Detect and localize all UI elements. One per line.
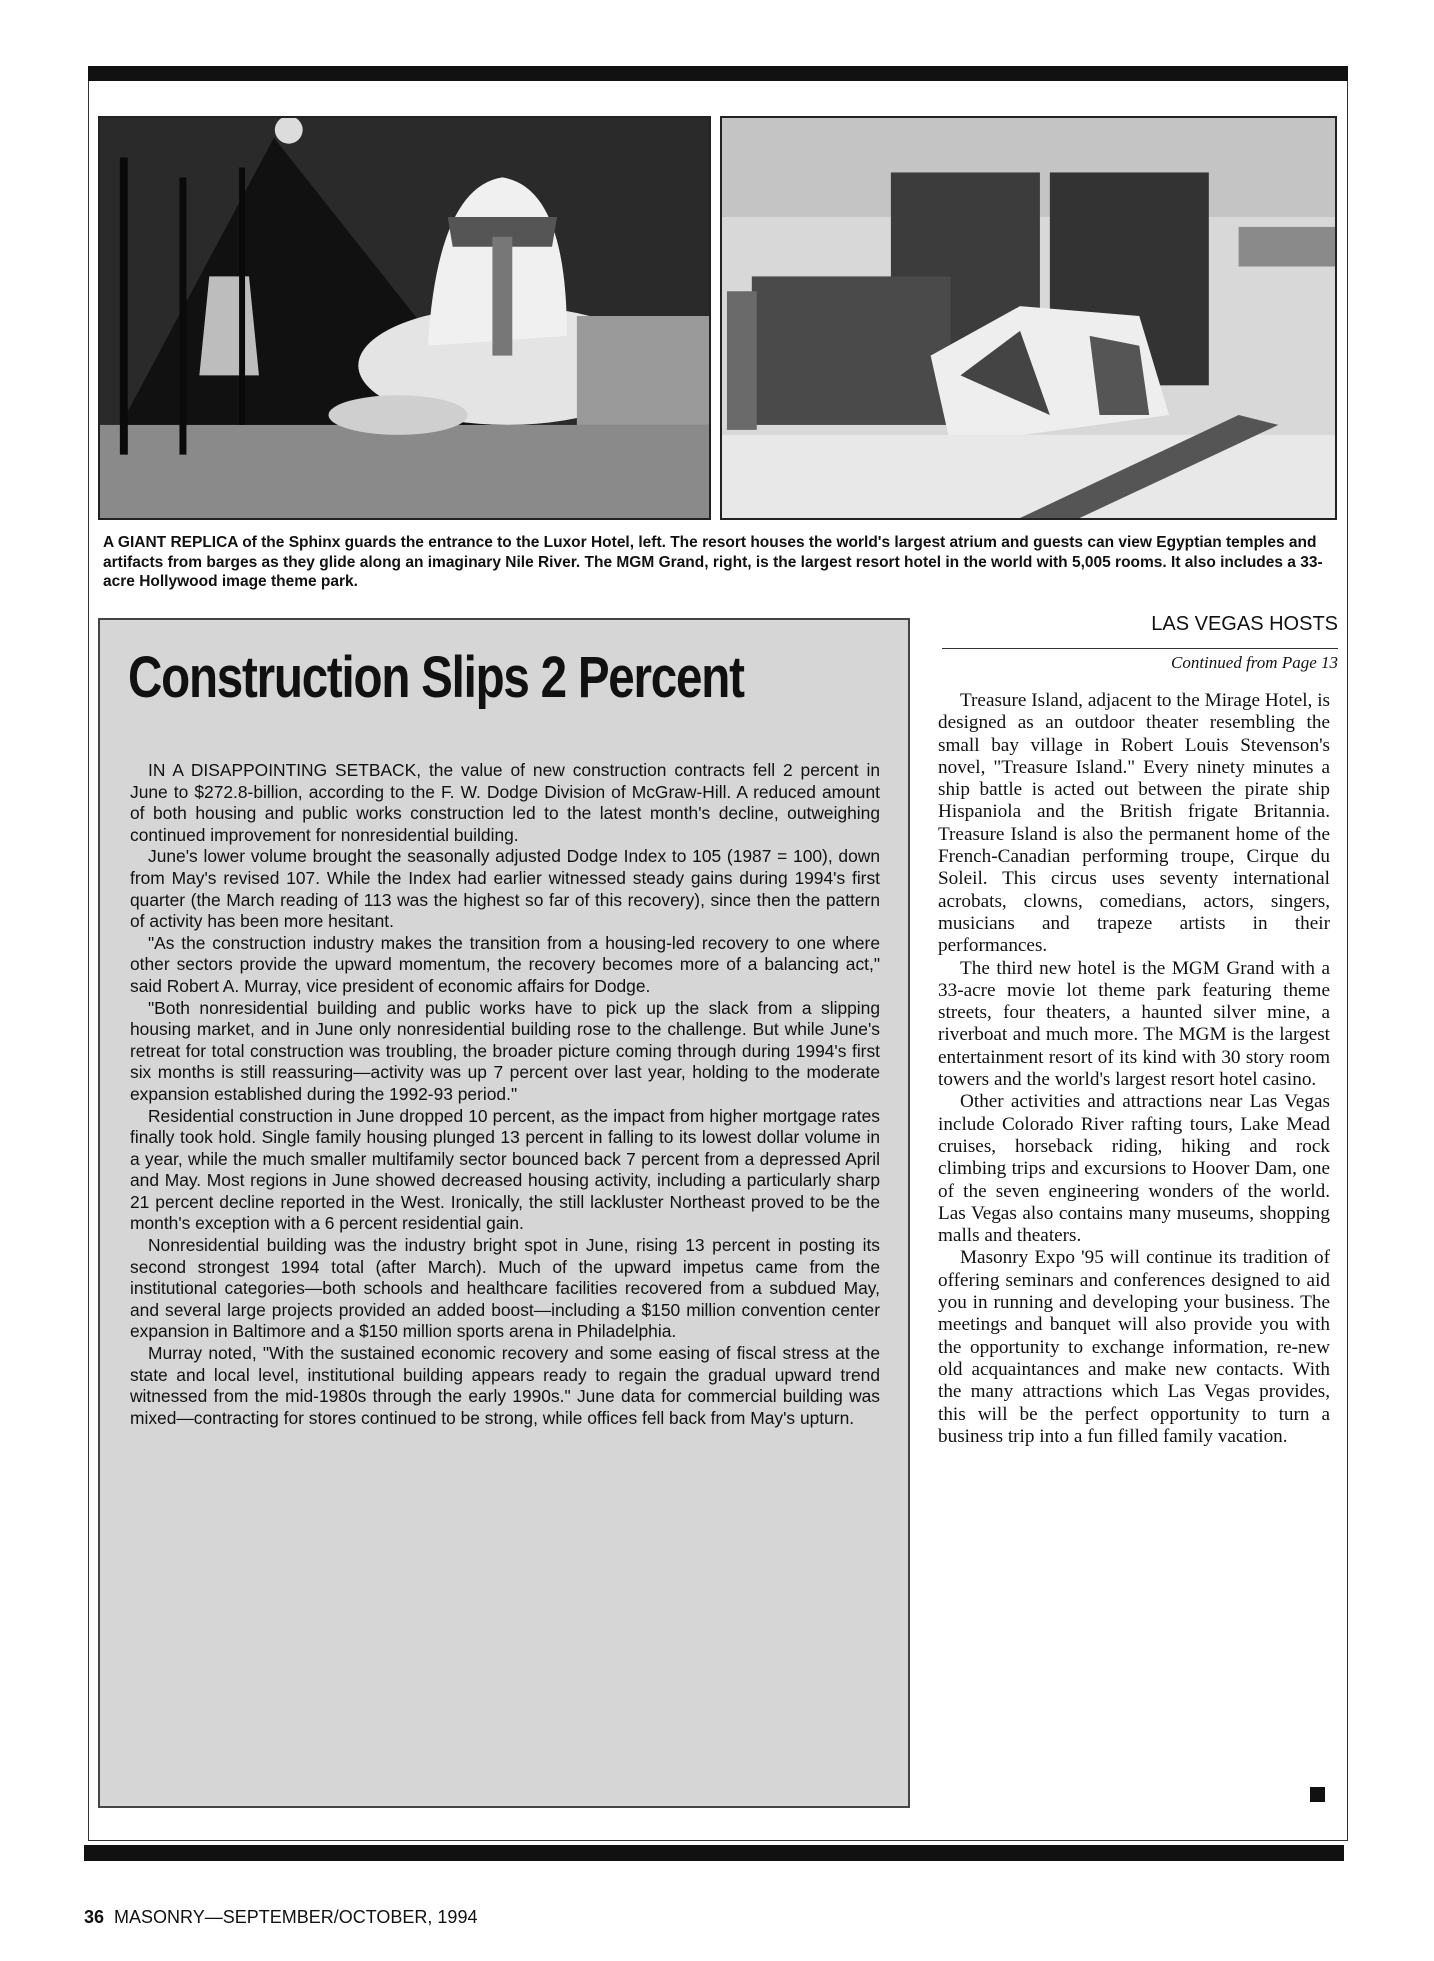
page-number: 36 [84,1907,105,1927]
sidebar-paragraph: Masonry Expo '95 will continue its tradition of offering seminars and conferences designed to aid you in running and developing your business. The meetings and banquet will also provide you with the opportunity to exchange information, re-new old acquaintances and make new contacts. With the many attractions which Las Vegas provides, this will be the perfect opportunity to turn a business trip into a fun filled family vacation. [938,1247,1330,1447]
article-paragraph: Murray noted, "With the sustained economic recovery and some easing of fiscal stress at the state and local level, institutional building appears ready to regain the gradual upward trend witnessed from the mid-1980s through the early 1990s." June data for commercial building was mixed—contracting for stores continued to be strong, while offices fell back from May's upturn. [130,1343,880,1428]
publication-line: MASONRY—SEPTEMBER/OCTOBER, 1994 [114,1907,478,1927]
article-body [130,760,880,1429]
article-paragraph: Nonresidential building was the industry bright spot in June, rising 13 percent in posting its second strongest 1994 total (after March). Much of the upward impetus came from the institutional categories—both schools and healthcare facilities recovered from a subdued May, and several large projects provided an added boost—including a $150 million convention center expansion in Baltimore and a $150 million sports arena in Philadelphia. [130,1235,880,1342]
page-folio [84,1906,477,1928]
sidebar-body [938,690,1330,1448]
bottom-rule [84,1845,1344,1861]
article-paragraph: June's lower volume brought the seasonally adjusted Dodge Index to 105 (1987 = 100), down from May's revised 107. While the Index had earlier witnessed steady gains during 1994's first quarter (the March reading of 113 was the highest so far of this recovery), since then the pattern of activity has been more hesitant. [130,846,880,932]
sidebar-paragraph: The third new hotel is the MGM Grand with a 33-acre movie lot theme park featuring theme streets, four theaters, a haunted silver mine, a riverboat and much more. The MGM is the largest entertainment resort of its kind with 30 story room towers and the world's largest resort hotel casino. [938,957,1330,1091]
continued-from-line: Continued from Page 13 [1171,653,1338,672]
photo-luxor-sphinx-icon [100,118,709,518]
sidebar-paragraph: Treasure Island, adjacent to the Mirage Hotel, is designed as an outdoor theater resembling the small bay village in Robert Louis Stevenson's novel, "Treasure Island." Every ninety minutes a ship battle is acted out between the pirate ship Hispaniola and the British frigate Britannia. Treasure Island is also the permanent home of the French-Canadian performing troupe, Cirque du Soleil. This circus uses seventy international acrobats, clowns, comedians, actors, singers, musicians and trapeze artists in their performances. [938,690,1330,957]
article-paragraph: "Both nonresidential building and public works have to pick up the slack from a slipping housing market, and in June only nonresidential building rose to the challenge. But while June's retreat for total construction was troubling, the broader picture coming through during 1994's first six months is still reassuring—activity was up 7 percent over last year, holding to the moderate expansion established during the 1992-93 period." [130,997,880,1104]
sidebar-paragraph: Other activities and attractions near Las Vegas include Colorado River rafting tours, Lake Mead cruises, horseback riding, hiking and rock climbing trips and excursions to Hoover Dam, one of the seven engineering wonders of the world. Las Vegas also contains many museums, shopping malls and theaters. [938,1091,1330,1247]
photo-mgm-grand-icon [722,118,1335,518]
article-lead-text: the value of new construction contracts fell 2 percent in June to $272.8-billion, according to the F. W. Dodge Division of McGraw-Hill. A reduced amount of both housing and public works construction led to the latest month's decline, outweighing continued improvement for nonresidential building. [130,760,880,845]
sidebar-kicker: LAS VEGAS HOSTS [1151,613,1338,635]
article-paragraph [130,760,880,846]
article-paragraph: Residential construction in June dropped 10 percent, as the impact from higher mortgage rates finally took hold. Single family housing plunged 13 percent in falling to its lowest dollar volume in a year, while the much smaller multifamily sector bounced back 7 percent from a depressed April and May. Most regions in June showed decreased housing activity, including a particularly sharp 21 percent decline reported in the West. Ironically, the still lackluster Northeast proved to be the month's exception with a 6 percent residential gain. [130,1105,880,1234]
article-lead-in: IN A DISAPPOINTING SETBACK, [148,760,422,780]
top-rule [88,66,1348,81]
luxor-sphinx-photo [98,116,711,520]
photo-caption: A GIANT REPLICA of the Sphinx guards the entrance to the Luxor Hotel, left. The resort houses the world's largest atrium and guests can view Egyptian temples and artifacts from barges as they glide along an imaginary Nile River. The MGM Grand, right, is the largest resort hotel in the world with 5,005 rooms. It also includes a 33-acre Hollywood image theme park. [103,534,1323,590]
sidebar-rule [942,648,1338,649]
mgm-grand-photo [720,116,1337,520]
end-of-story-mark [1310,1787,1325,1802]
article-paragraph: "As the construction industry makes the transition from a housing-led recovery to one where other sectors provide the upward momentum, the recovery becomes more of a balancing act," said Robert A. Murray, vice president of economic affairs for Dodge. [130,932,880,996]
article-headline: Construction Slips 2 Percent [128,645,744,710]
